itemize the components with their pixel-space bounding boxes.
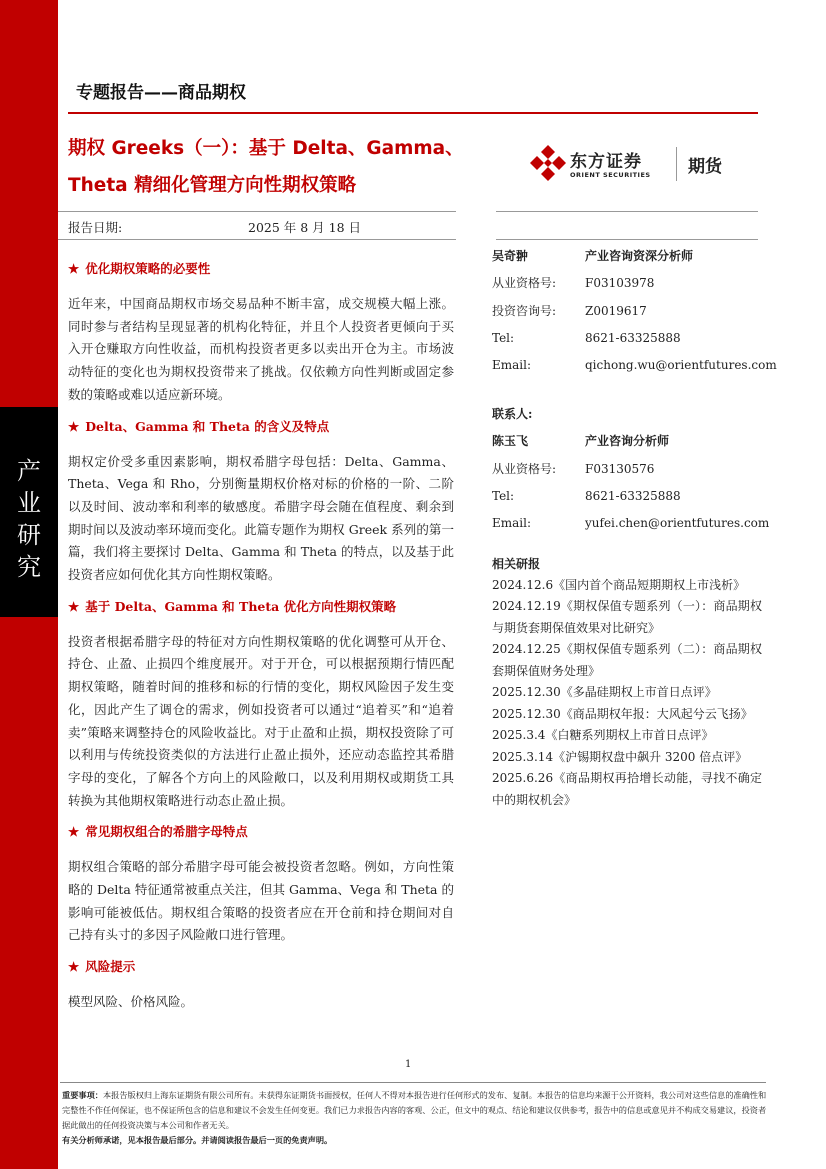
- contact-row: Tel: 8621-63325888: [492, 489, 681, 504]
- report-type: 专题报告——商品期权: [76, 83, 246, 103]
- date-rule-bottom: [58, 239, 456, 240]
- section-heading: ★ Delta、Gamma 和 Theta 的含义及特点: [68, 418, 330, 434]
- related-report-link[interactable]: 2024.12.6《国内首个商品短期期权上市浅析》: [492, 577, 746, 592]
- related-report-link[interactable]: 2025.3.14《沪锡期权盘中飙升 3200 倍点评》: [492, 749, 748, 764]
- analyst-row: Email: qichong.wu@orientfutures.com: [492, 358, 777, 373]
- section-body: 近年来，中国商品期权市场交易品种不断丰富，成交规模大幅上涨。同时参与者结构呈现显著的机构化特征，并且个人投资者更倾向于买入开仓赚取方向性收益，而机构投资者更多以卖出开仓为主。市场波动特征的变化也为期权投资带来了挑战。仅依赖方向性判断或固定参数的策略或难以适应新环境。: [68, 296, 454, 402]
- analyst-commitment-note: 有关分析师承诺，见本报告最后部分。并请阅读报告最后一页的免责声明。: [62, 1135, 333, 1145]
- star-icon: ★: [68, 598, 80, 614]
- footer-disclaimer: [62, 1088, 770, 1148]
- analyst-row: 投资咨询号: Z0019617: [492, 303, 647, 318]
- header-divider: [68, 112, 758, 114]
- star-icon: ★: [68, 959, 80, 975]
- disclaimer-label: 重要事项：: [62, 1090, 103, 1100]
- side-label-char: 业: [17, 489, 41, 517]
- contact-heading: 联系人:: [492, 407, 533, 422]
- date-value: 2025 年 8 月 18 日: [248, 220, 362, 235]
- report-title: [68, 130, 488, 204]
- star-icon: ★: [68, 824, 80, 840]
- sidebar-column: [492, 247, 777, 811]
- disclaimer-text: 本报告版权归上海东证期货有限公司所有。未获得东证期货书面授权，任何人不得对本报告进行任何形式的发布、复制。本报告的信息均来源于公开资料，我公司对这些信息的准确性和完整性不作任何保证，也不保证所包含的信息和建议不会发生任何变更。我们已力求报告内容的客观、公正，但文中的观点、结论和建议仅供参考，报告中的信息或意见并不构成交易建议，投资者据此做出的任何投资决策与本公司和作者无关。: [62, 1090, 767, 1130]
- contact-row: 从业资格号: F03130576: [492, 461, 655, 476]
- related-report-link[interactable]: 2025.3.4《白糖系列期权上市首日点评》: [492, 728, 714, 743]
- section-body: 投资者根据希腊字母的特征对方向性期权策略的优化调整可从开仓、持仓、止盈、止损四个维度展开。对于开仓，可以根据预期行情匹配期权策略，随着时间的推移和标的行情的变化，期权风险因子发生变化，因此产生了调仓的需求，例如投资者可以通过“追着买”和“追着卖”策略来调整持仓的风险收益比。对于止盈和止损，期权投资除了可以利用与传统投资类似的方法进行止盈止损外，还应动态监控其希腊字母的变化，了解各个方向上的风险敞口，以及利用期权或期货工具转换为其他期权策略进行动态止盈止损。: [68, 633, 454, 808]
- analyst-row: Tel: 8621-63325888: [492, 330, 681, 345]
- analyst-row: 从业资格号: F03103978: [492, 276, 655, 291]
- analyst-email[interactable]: qichong.wu@orientfutures.com: [585, 358, 777, 373]
- side-label-char: 究: [17, 553, 41, 581]
- section-body: 期权组合策略的部分希腊字母可能会被投资者忽略。例如，方向性策略的 Delta 特征通常被重点关注，但其 Gamma、Vega 和 Theta 的影响可能被低估。期权组合策略的投资者应在开仓前和持仓期间对自己持有头寸的多因子风险敞口进行管理。: [68, 859, 454, 943]
- logo-division: 期货: [688, 157, 722, 177]
- analyst-header: [492, 247, 762, 274]
- logo-name-en: ORIENT SECURITIES: [570, 171, 651, 179]
- related-report-link[interactable]: 2025.12.30《多晶硅期权上市首日点评》: [492, 685, 717, 700]
- date-rule-top: [58, 211, 456, 212]
- contact-header: [492, 432, 762, 459]
- side-label-char: 研: [17, 521, 41, 549]
- right-rule-top: [496, 211, 758, 212]
- title-line: 期权 Greeks（一）：基于 Delta、Gamma、: [68, 138, 464, 159]
- contact-name: 陈玉飞: [492, 434, 529, 449]
- date-label: 报告日期:: [68, 220, 123, 235]
- related-report-link[interactable]: 2024.12.19《期权保值专题系列（一）：商品期权与期货套期保值效果对比研究》: [492, 599, 762, 635]
- section-heading: ★ 常见期权组合的希腊字母特点: [68, 824, 248, 840]
- contact-email[interactable]: yufei.chen@orientfutures.com: [585, 516, 770, 531]
- side-label-char: 产: [17, 457, 41, 485]
- logo-name-zh: 东方证券: [570, 152, 642, 172]
- section-body: 模型风险、价格风险。: [68, 994, 194, 1010]
- section-heading: ★ 风险提示: [68, 959, 136, 975]
- related-report-link[interactable]: 2024.12.25《期权保值专题系列（二）：商品期权套期保值财务处理》: [492, 642, 762, 678]
- footer-divider: [60, 1082, 766, 1083]
- page-number: 1: [405, 1059, 412, 1070]
- related-report-link[interactable]: 2025.6.26《商品期权再拾增长动能，寻找不确定中的期权机会》: [492, 771, 762, 807]
- side-label-box: [0, 407, 58, 617]
- logo-separator: [676, 147, 677, 181]
- right-rule-bottom: [496, 239, 758, 240]
- summary-column: [68, 258, 454, 1014]
- contact-role: 产业咨询分析师: [585, 434, 670, 449]
- analyst-role: 产业咨询资深分析师: [585, 249, 694, 263]
- analyst-name: 吴奇翀: [492, 249, 529, 263]
- star-icon: ★: [68, 418, 80, 434]
- related-report-link[interactable]: 2025.12.30《商品期权年报：大风起兮云飞扬》: [492, 706, 753, 721]
- star-icon: ★: [68, 261, 80, 276]
- title-line: Theta 精细化管理方向性期权策略: [68, 175, 357, 196]
- section-heading: ★ 基于 Delta、Gamma 和 Theta 优化方向性期权策略: [68, 598, 397, 614]
- section-body: 期权定价受多重因素影响，期权希腊字母包括：Delta、Gamma、Theta、Vega 和 Rho，分别衡量期权价格对标的价格的一阶、二阶以及时间、波动率和利率的敏感度。希腊字母会随在值程度、剩余到期时间以及波动率环境而变化。此篇专题作为期权 Greek 系列的第一篇，我们将主要探讨 Delta、Gamma 和 Theta 的特点，以及基于此投资者应如何优化其方向性期权策略。: [68, 453, 454, 583]
- contact-row: Email: yufei.chen@orientfutures.com: [492, 516, 770, 531]
- section-heading: ★ 优化期权策略的必要性: [68, 261, 211, 276]
- related-heading: 相关研报: [492, 556, 541, 571]
- orient-logo-icon: [528, 143, 568, 183]
